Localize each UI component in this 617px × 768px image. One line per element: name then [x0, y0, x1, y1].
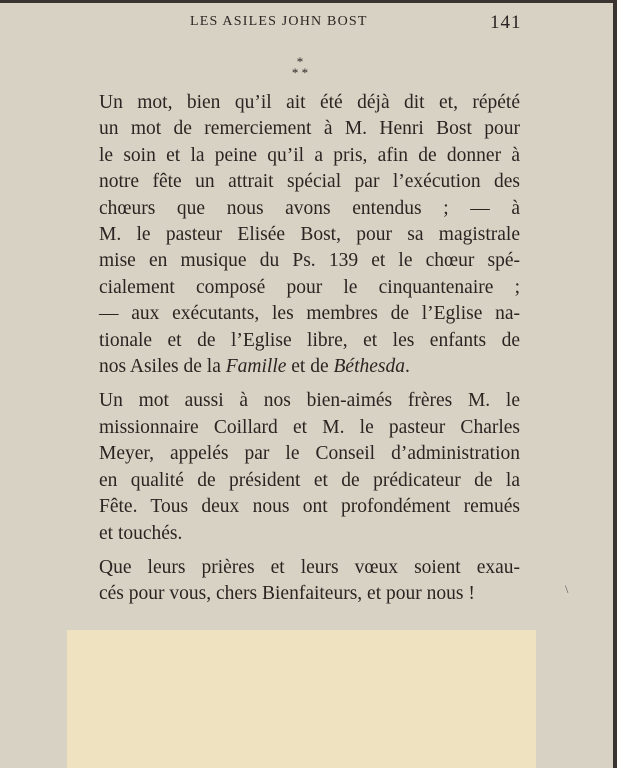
- text-line: en qualité de président et de prédicateur de la: [99, 469, 520, 491]
- paper-stain-patch: [67, 630, 536, 768]
- text-fragment: nos Asiles de la: [99, 356, 226, 378]
- text-line: un mot de remerciement à M. Henri Bost pour: [99, 118, 520, 140]
- text-line: Un mot, bien qu’il ait été déjà dit et, répété: [99, 92, 520, 113]
- text-line: tionale et de l’Eglise libre, et les enfants de: [99, 329, 520, 351]
- text-fragment: .: [405, 356, 410, 378]
- text-line-last: [75, 354, 520, 380]
- running-head: LES ASILES JOHN BOST: [190, 14, 368, 29]
- paragraph-3: [75, 555, 520, 608]
- text-line: chœurs que nous avons entendus ; — à: [99, 197, 520, 219]
- page-edge-top: [0, 0, 617, 3]
- text-line: missionnaire Coillard et M. le pasteur Charles: [99, 416, 520, 438]
- paragraph-2: [75, 388, 520, 546]
- text-line: mise en musique du Ps. 139 et le chœur spé-: [99, 250, 520, 272]
- text-line: Un mot aussi à nos bien-aimés frères M. le: [99, 390, 520, 412]
- asterism-bottom: * *: [291, 65, 309, 80]
- italic-name-bethesda: Béthesda: [333, 356, 405, 378]
- page-edge-right: [613, 0, 617, 768]
- text-line: cialement composé pour le cinquantenaire ;: [99, 276, 520, 298]
- text-fragment: et de: [286, 356, 334, 378]
- asterism-top: *: [296, 54, 304, 69]
- text-line: notre fête un attrait spécial par l’exécution des: [99, 171, 520, 193]
- paragraph-1: [75, 90, 520, 380]
- text-line: Fête. Tous deux nous ont profondément remués: [99, 496, 520, 518]
- text-line: Meyer, appelés par le Conseil d’administration: [99, 443, 520, 465]
- text-line-last: cés pour vous, chers Bienfaiteurs, et pour nous !: [99, 583, 475, 605]
- text-line: M. le pasteur Elisée Bost, pour sa magistrale: [99, 224, 520, 246]
- italic-name-famille: Famille: [225, 356, 287, 378]
- text-line: le soin et la peine qu’il a pris, afin de donner à: [99, 144, 520, 166]
- asterism-ornament: [280, 56, 320, 78]
- page-number: 141: [490, 12, 522, 33]
- text-line-last: et touchés.: [99, 522, 183, 544]
- text-line: Que leurs prières et leurs vœux soient exau-: [99, 556, 520, 578]
- text-line: — aux exécutants, les membres de l’Eglise na-: [99, 303, 520, 325]
- margin-mark: \: [565, 582, 569, 596]
- body-text: [75, 90, 520, 616]
